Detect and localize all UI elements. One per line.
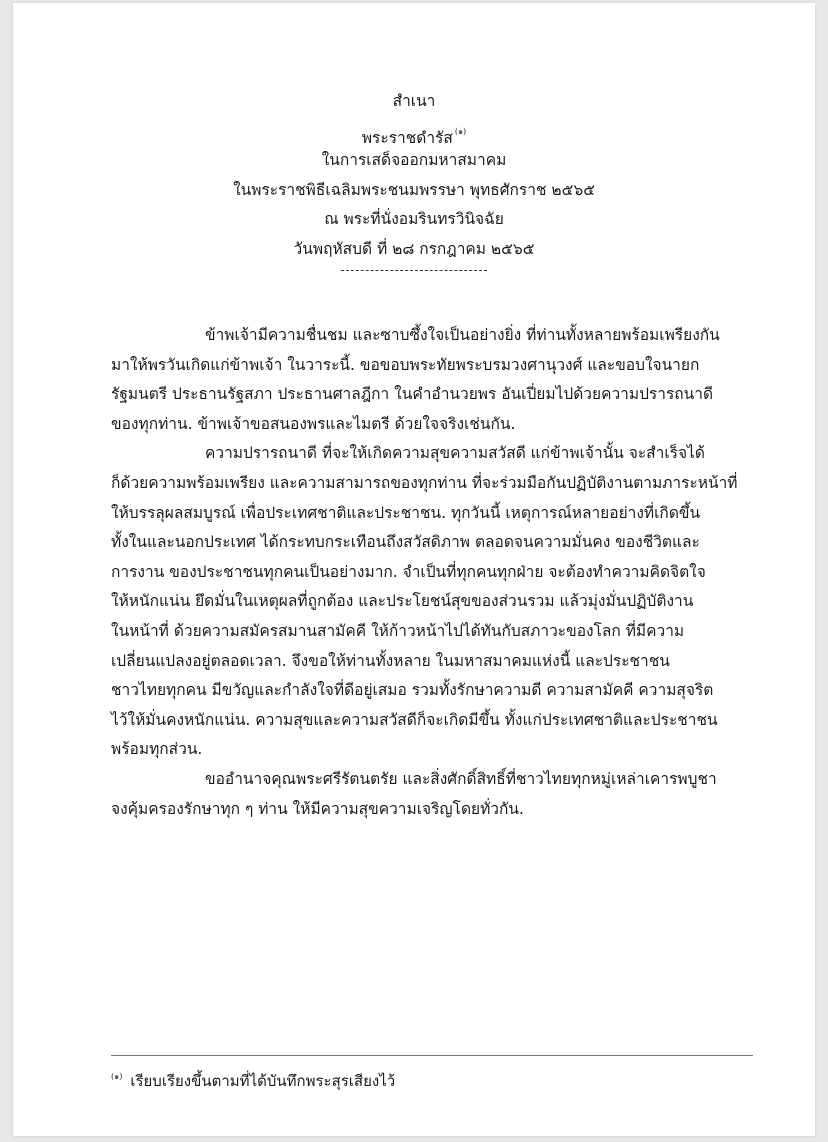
footnote-text: เรียบเรียงขึ้นตามที่ได้บันทึกพระสุรเสียงไว้ bbox=[130, 1072, 396, 1090]
body-line: ให้หนักแน่น ยึดมั่นในเหตุผลที่ถูกต้อง และประโยชน์สุขของส่วนรวม แล้วมุ่งมั่นปฏิบัติงาน bbox=[111, 592, 694, 611]
ceremony-line: ในพระราชพิธีเฉลิมพระชนมพรรษา พุทธศักราช ๒๕๖๕ bbox=[233, 180, 595, 199]
venue-line: ณ พระที่นั่งอมรินทรวินิจฉัย bbox=[324, 210, 504, 229]
body-line: เปลี่ยนแปลงอยู่ตลอดเวลา. จึงขอให้ท่านทั้งหลาย ในมหาสมาคมแห่งนี้ และประชาชน bbox=[111, 651, 670, 670]
body-line: ให้บรรลุผลสมบูรณ์ เพื่อประเทศชาติและประชาชน. ทุกวันนี้ เหตุการณ์หลายอย่างที่เกิดขึ้น bbox=[111, 503, 701, 522]
body-line: ทั้งในและนอกประเทศ ได้กระทบกระเทือนถึงสวัสดิภาพ ตลอดจนความมั่นคง ของชีวิตและ bbox=[111, 533, 700, 552]
copy-label: สำเนา bbox=[392, 92, 436, 110]
body-line: ความปรารถนาดี ที่จะให้เกิดความสุขความสวัสดี แก่ข้าพเจ้านั้น จะสำเร็จได้ bbox=[205, 444, 705, 463]
footnote-reference: (๑) bbox=[454, 126, 467, 136]
document-title bbox=[13, 117, 815, 147]
body-line: ชาวไทยทุกคน มีขวัญและกำลังใจที่ดีอยู่เสมอ รวมทั้งรักษาความดี ความสามัคคี ความสุจริต bbox=[111, 681, 714, 700]
footnote bbox=[111, 1069, 395, 1093]
body-line: ในหน้าที่ ด้วยความสมัครสมานสามัคคี ให้ก้าวหน้าไปได้ทันกับสภาวะของโลก ที่มีความ bbox=[111, 621, 685, 640]
body-line: ขออำนาจคุณพระศรีรัตนตรัย และสิ่งศักดิ์สิทธิ์ที่ชาวไทยทุกหมู่เหล่าเคารพบูชา bbox=[205, 769, 717, 788]
footnote-separator bbox=[111, 1055, 753, 1056]
footnote-marker: (๑) bbox=[111, 1072, 123, 1081]
body-line: มาให้พรวันเกิดแก่ข้าพเจ้า ในวาระนี้. ขอขอบพระทัยพระบรมวงศานุวงศ์ และขอบใจนายก bbox=[111, 355, 700, 374]
occasion-line: ในการเสด็จออกมหาสมาคม bbox=[321, 151, 507, 170]
document-header bbox=[13, 87, 815, 271]
document-title-text: พระราชดำรัส bbox=[361, 128, 453, 147]
body-line: ก็ด้วยความพร้อมเพรียง และความสามารถของทุกท่าน ที่จะร่วมมือกันปฏิบัติงานตามภาระหน้าที่ bbox=[111, 473, 738, 492]
date-line: วันพฤหัสบดี ที่ ๒๘ กรกฎาคม ๒๕๖๕ bbox=[293, 239, 535, 258]
header-separator bbox=[341, 270, 487, 271]
document-page bbox=[13, 3, 815, 1136]
body-line: ไว้ให้มั่นคงหนักแน่น. ความสุขและความสวัสดีก็จะเกิดมีขึ้น ทั้งแก่ประเทศชาติและประชาชน bbox=[111, 710, 718, 729]
body-line: รัฐมนตรี ประธานรัฐสภา ประธานศาลฎีกา ในคำอำนวยพร อันเปี่ยมไปด้วยความปรารถนาดี bbox=[111, 385, 714, 404]
body-line: จงคุ้มครองรักษาทุก ๆ ท่าน ให้มีความสุขความเจริญโดยทั่วกัน. bbox=[111, 799, 524, 818]
body-line: ของทุกท่าน. ข้าพเจ้าขอสนองพรและไมตรี ด้วยใจจริงเช่นกัน. bbox=[111, 414, 516, 433]
body-line: พร้อมทุกส่วน. bbox=[111, 740, 203, 759]
body-line: การงาน ของประชาชนทุกคนเป็นอย่างมาก. จำเป็นที่ทุกคนทุกฝ่าย จะต้องทำความคิดจิตใจ bbox=[111, 562, 706, 581]
body-line: ข้าพเจ้ามีความชื่นชม และซาบซึ้งใจเป็นอย่างยิ่ง ที่ท่านทั้งหลายพร้อมเพรียงกัน bbox=[205, 326, 720, 344]
speech-body bbox=[111, 321, 752, 824]
